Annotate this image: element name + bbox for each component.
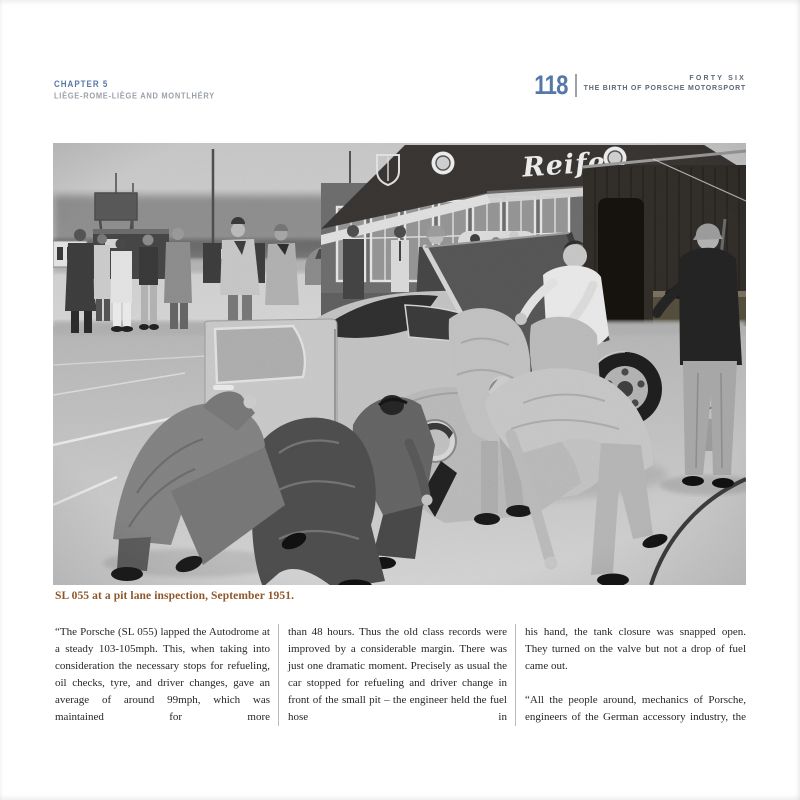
vignette xyxy=(53,143,746,585)
header-right-text xyxy=(584,72,746,92)
photo-caption: SL 055 at a pit lane inspection, September 1951. xyxy=(55,590,295,602)
paragraph: his hand, the tank closure was snapped open. They turned on the valve but not a drop of fuel came out. xyxy=(525,626,746,672)
page-header-left xyxy=(54,79,215,100)
chapter-label: CHAPTER 5 xyxy=(54,79,109,90)
text-column-1 xyxy=(55,624,278,726)
book-title: THE BIRTH OF PORSCHE MOTORSPORT xyxy=(583,84,746,92)
text-column-3 xyxy=(515,624,746,726)
edition-label: FORTY SIX xyxy=(689,75,746,82)
paragraph: “The Porsche (SL 055) lapped the Autodrome at a steady 103-105mph. This, when taking into consideration the necessary stops for refueling, oil checks, tyre, and driver changes, gave an average of around 99mph, which was maintained for more xyxy=(55,626,270,723)
article-columns xyxy=(55,624,746,726)
paragraph: “All the people around, mechanics of Porsche, engineers of the German accessory industry, the xyxy=(525,694,746,723)
text-column-2 xyxy=(278,624,515,726)
pit-lane-photo xyxy=(53,143,746,585)
header-divider xyxy=(575,74,577,97)
chapter-subtitle: LIÈGE-ROME-LIÈGE AND MONTLHÉRY xyxy=(54,90,215,101)
pit-lane-photo-art xyxy=(53,143,746,585)
page-number: 118 xyxy=(534,70,568,100)
page-header-right xyxy=(527,72,746,98)
paragraph: than 48 hours. Thus the old class records were improved by a considerable margin. There was just one dramatic moment. Precisely as usual the car stopped for refueling and driver change in front of the small pit – the engineer held the fuel hose in xyxy=(288,626,507,723)
